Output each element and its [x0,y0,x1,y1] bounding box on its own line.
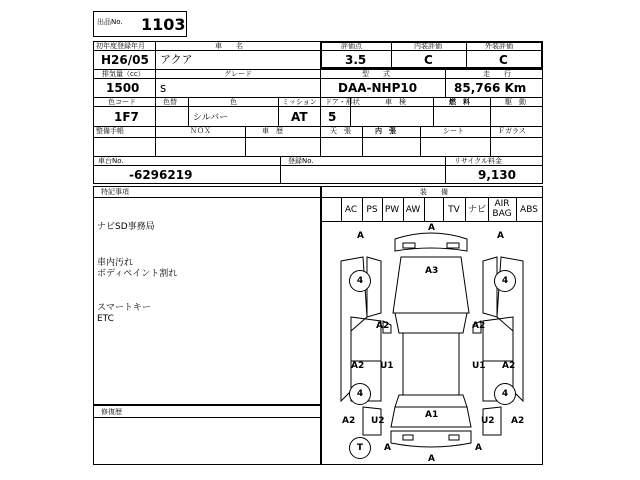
grade-rear-bumper-right: A [475,443,482,453]
grade-right-rear-u: U1 [472,361,486,371]
equipment-pw: PW [384,205,400,215]
grade-rear-bumper: A [428,454,435,464]
car-name-value: アクア [160,53,193,66]
color-value: シルバー [193,113,229,123]
seat-label: シート [443,127,464,135]
color-label: 色 [230,98,237,106]
recycle-fee-value: 9,130 [478,168,516,182]
tire-rear-left: 4 [349,383,371,405]
equipment-ac: AC [344,205,358,215]
grade-left-rear-panel: A2 [351,361,365,371]
interior-grade-value: C [424,53,433,67]
roof-label: 天 張 [330,127,351,135]
tire-front-right: 4 [494,270,516,292]
equipment-airbag: AIR BAG [492,199,512,219]
repair-history-box [93,405,321,465]
grade-rear-bumper-left: A [384,443,391,453]
tire-front-left: 4 [349,270,371,292]
grade-right-rear-panel: A2 [502,361,516,371]
equipment-ps: PS [366,205,378,215]
lot-number-value: 1103 [141,15,186,34]
door-label: ドア・形状 [325,98,360,106]
mileage-label: 走 行 [483,70,511,78]
registration-label: 登録No. [288,157,314,165]
grade-right-front-door: A2 [472,321,486,331]
reg-date-label: 初年度登録年月 [96,42,145,50]
fuel-label: 燃 料 [449,98,470,106]
inspection-label: 車 検 [385,98,406,106]
grade-hood: A3 [425,266,439,276]
model-value: DAA-NHP10 [338,81,418,95]
grade-rear-left: A2 [342,416,356,426]
chassis-value: -6296219 [129,168,193,182]
grade-front: A [428,223,435,233]
color-code-value: 1F7 [114,110,139,124]
grade-rear-left-u: U2 [371,416,385,426]
color-code-label: 色コード [108,98,136,106]
door-value: 5 [328,110,337,124]
color-change-label: 色替 [163,98,177,106]
note-line: 車内汚れ [97,258,134,268]
drive-label: 駆 動 [505,98,526,106]
repair-history-label: 修復歴 [101,408,122,416]
grade-front-left: A [357,231,364,241]
lot-number-label: 出品No. [97,18,123,26]
note-line: ボディペイント割れ [97,269,178,279]
history-label: 車 歴 [262,127,283,135]
exterior-grade-value: C [499,53,508,67]
displacement-value: 1500 [106,81,140,95]
glass-label: Ｆガラス [498,127,526,135]
interior-grade-label: 内装評価 [414,42,442,50]
mileage-value: 85,766 Km [454,81,527,95]
grade-front-right: A [497,231,504,241]
grade-rear-right: A2 [511,416,525,426]
maintenance-book-label: 整備手帳 [96,127,124,135]
model-label: 型 式 [362,70,390,78]
nox-label: ＮＯＸ [190,127,211,135]
equipment-navi: ナビ [467,205,486,215]
grade-value: s [160,81,167,95]
displacement-label: 排気量（cc） [102,70,145,78]
equipment-tv: TV [448,205,460,215]
note-line: ETC [97,314,114,324]
inner-lining-label: 内 張 [375,127,396,135]
recycle-fee-label: リサイクル料金 [454,157,503,165]
equipment-label: 装 備 [420,188,448,196]
score-label: 評価点 [341,42,362,50]
equipment-abs: ABS [520,205,538,215]
mission-label: ミッション [282,98,317,106]
notes-label: 特記事項 [101,188,129,196]
grade-trunk: A1 [425,410,439,420]
tire-rear-right: 4 [494,383,516,405]
grade-label: グレード [224,70,252,78]
notes-box [93,186,321,405]
car-body-diagram [321,221,543,465]
note-line: ナビSD事務局 [97,222,155,232]
note-line: スマートキー [97,303,151,313]
grade-rear-right-u: U2 [481,416,495,426]
score-value: 3.5 [345,53,367,67]
equipment-aw: AW [405,205,421,215]
car-name-label: 車 名 [215,42,243,50]
reg-date-value: H26/05 [101,53,149,67]
grade-left-rear-u: U1 [380,361,394,371]
grade-left-front-door: A2 [376,321,390,331]
exterior-grade-label: 外装評価 [485,42,513,50]
mission-value: AT [291,110,308,124]
chassis-label: 車台No. [98,157,124,165]
spare-tire: T [349,437,371,459]
